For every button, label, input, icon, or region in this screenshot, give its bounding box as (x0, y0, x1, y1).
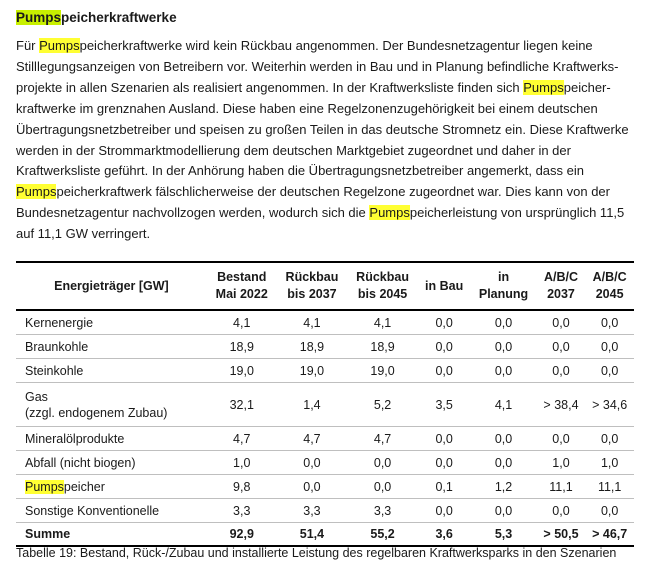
table-cell: 0,0 (600, 503, 619, 518)
table-cell: 0,0 (373, 479, 392, 494)
paragraph-line: Bundesnetzagentur nachvollzogen werden, wodurch sich die Pumpspeicherleistung von ursprünglich 11,5 (16, 205, 625, 221)
table-cell: 0,0 (494, 363, 513, 378)
column-header: Bestand Mai 2022 (215, 270, 268, 301)
table-cell: 18,9 (299, 339, 325, 354)
table-cell: 0,0 (494, 503, 513, 518)
table-row (16, 335, 634, 359)
table-cell: 0,0 (494, 431, 513, 446)
table-row (16, 359, 634, 383)
table-cell: 4,1 (494, 397, 513, 412)
paragraph-line: kraftwerke im grenznahen Ausland. Diese haben eine Regelzonenzugehörigkeit bei einem deutschen (16, 100, 598, 116)
table-cell: 0,0 (303, 455, 321, 470)
table-cell: 18,9 (229, 339, 254, 354)
table-cell: 3,3 (373, 503, 392, 518)
section-heading (16, 10, 177, 25)
paragraph-line: Kraftwerksliste geführt. In der Anhörung haben die Übertragungsnetzbetreiber angemerkt, dass ein (16, 163, 585, 179)
table-cell: 4,7 (303, 431, 321, 446)
table-row (16, 475, 634, 499)
sum-cell: > 46,7 (592, 527, 628, 541)
table-body (16, 310, 634, 546)
table-cell: 11,1 (549, 479, 573, 494)
row-label: Abfall (nicht biogen) (25, 455, 136, 470)
table-cell: 0,0 (552, 363, 570, 378)
table-cell: 0,0 (600, 431, 619, 446)
table-cell: 0,0 (600, 363, 619, 378)
row-label: Steinkohle (25, 363, 84, 378)
table-cell: 4,1 (233, 315, 251, 330)
table-cell: 1,0 (600, 455, 619, 470)
heading-rest: peicherkraftwerke (61, 10, 177, 25)
table-cell: 4,7 (233, 431, 251, 446)
paragraph-line: projekte in allen Szenarien als realisiert angenommen. In der Kraftwerksliste finden sich Pumpspeicher- (16, 79, 611, 95)
keyword-highlight: Pumps (523, 79, 564, 95)
row-label: Braunkohle (25, 339, 89, 354)
table-cell: 4,1 (303, 315, 321, 330)
table-row (16, 310, 634, 335)
table-cell: 1,2 (494, 479, 513, 494)
row-label: Kernenergie (25, 315, 94, 330)
table-cell: 0,0 (494, 315, 513, 330)
paragraph-line: Für Pumpspeicherkraftwerke wird kein Rückbau angenommen. Der Bundesnetzagentur liegen keine (16, 38, 593, 53)
table-cell: 1,4 (303, 397, 321, 412)
column-header: Rückbau bis 2037 (285, 270, 339, 301)
column-header: Rückbau bis 2045 (356, 270, 409, 301)
table-cell: 0,0 (435, 503, 453, 518)
sum-cell: 55,2 (370, 527, 395, 541)
table-cell: 4,7 (373, 431, 392, 446)
table-cell: 9,8 (233, 479, 251, 494)
table-cell: 0,0 (435, 455, 453, 470)
header-row (16, 262, 634, 310)
table-cell: 0,0 (435, 315, 453, 330)
table-row (16, 427, 634, 451)
sum-cell: > 50,5 (543, 527, 579, 541)
table-cell: 18,9 (370, 339, 395, 354)
body-paragraph (16, 36, 628, 245)
keyword-highlight: Pumps (39, 38, 80, 53)
column-header: A/B/C 2037 (543, 270, 578, 301)
table-cell: 3,3 (303, 503, 321, 518)
row-label: Sonstige Konventionelle (25, 503, 160, 518)
column-header: A/B/C 2045 (592, 270, 627, 301)
table-cell: 0,0 (600, 339, 619, 354)
table-cell: 0,0 (435, 363, 453, 378)
keyword-highlight: Pumps (25, 479, 64, 494)
table-cell: 0,0 (373, 455, 392, 470)
table-cell: 0,0 (552, 431, 570, 446)
table-cell: 19,0 (299, 363, 325, 378)
table-cell: 3,5 (435, 397, 453, 412)
table-cell: 1,0 (233, 455, 251, 470)
paragraph-line: auf 11,1 GW verringert. (16, 226, 151, 242)
sum-cell: 5,3 (494, 527, 513, 541)
keyword-highlight: Pumps (16, 184, 57, 200)
table-cell: 0,1 (435, 479, 453, 494)
paragraph-line: Übertragungsnetzbetreiber und speisen zu großen Teilen in das deutsche Stromnetz ein. Diese Kraftwerke (16, 121, 629, 137)
table-cell: 0,0 (552, 503, 570, 518)
table-cell: 0,0 (303, 479, 321, 494)
sum-cell: 3,6 (435, 527, 453, 541)
column-header: in Planung (478, 270, 529, 301)
table-cell: 0,0 (435, 339, 453, 354)
table-caption: Tabelle 19: Bestand, Rück-/Zubau und installierte Leistung des regelbaren Kraftwerksparks in den Szenarien (16, 546, 617, 560)
row-label: Pumpspeicher (25, 479, 105, 494)
table-cell: 1,0 (552, 455, 570, 470)
table-cell: 0,0 (552, 339, 570, 354)
row-label: Mineralölprodukte (25, 431, 125, 446)
paragraph-line: Stilllegungsanzeigen von Betreibern vor. Weiterhin werden in Bau und in Planung befindliche Kraftwerks- (16, 58, 619, 74)
sum-cell: 51,4 (299, 527, 325, 541)
heading-highlight: Pumps (16, 10, 62, 25)
table-cell: 5,2 (373, 397, 392, 412)
column-header: in Bau (425, 278, 464, 293)
table-cell: 0,0 (494, 455, 513, 470)
table-cell: > 38,4 (543, 397, 579, 412)
table-row (16, 383, 634, 427)
power-plant-table (16, 261, 634, 547)
table-header (16, 262, 634, 310)
table-cell: 19,0 (370, 363, 395, 378)
table-cell: 11,1 (597, 479, 622, 494)
table-cell: 0,0 (435, 431, 453, 446)
column-header-label: Energieträger [GW] (54, 278, 169, 293)
table-cell: 0,0 (494, 339, 513, 354)
table-cell: 3,3 (233, 503, 251, 518)
table-cell: 0,0 (600, 315, 619, 330)
table-cell: 0,0 (552, 315, 570, 330)
row-label: Gas (zzgl. endogenem Zubau) (25, 389, 168, 420)
table-cell: 4,1 (373, 315, 392, 330)
paragraph-line: Pumpspeicherkraftwerk fälschlicherweise der deutschen Regelzone zugeordnet war. Dies kann von der (16, 184, 610, 200)
table-row (16, 499, 634, 523)
table-cell: 32,1 (229, 397, 254, 412)
table-row (16, 451, 634, 475)
paragraph-line: werden in der Strommarktmodellierung dem deutschen Marktgebiet zugeordnet und daher in der (16, 142, 571, 158)
sum-cell: 92,9 (229, 527, 254, 541)
sum-row (16, 523, 634, 547)
sum-label: Summe (25, 527, 71, 541)
table-cell: > 34,6 (592, 397, 628, 412)
keyword-highlight: Pumps (369, 205, 410, 221)
table-cell: 19,0 (229, 363, 254, 378)
